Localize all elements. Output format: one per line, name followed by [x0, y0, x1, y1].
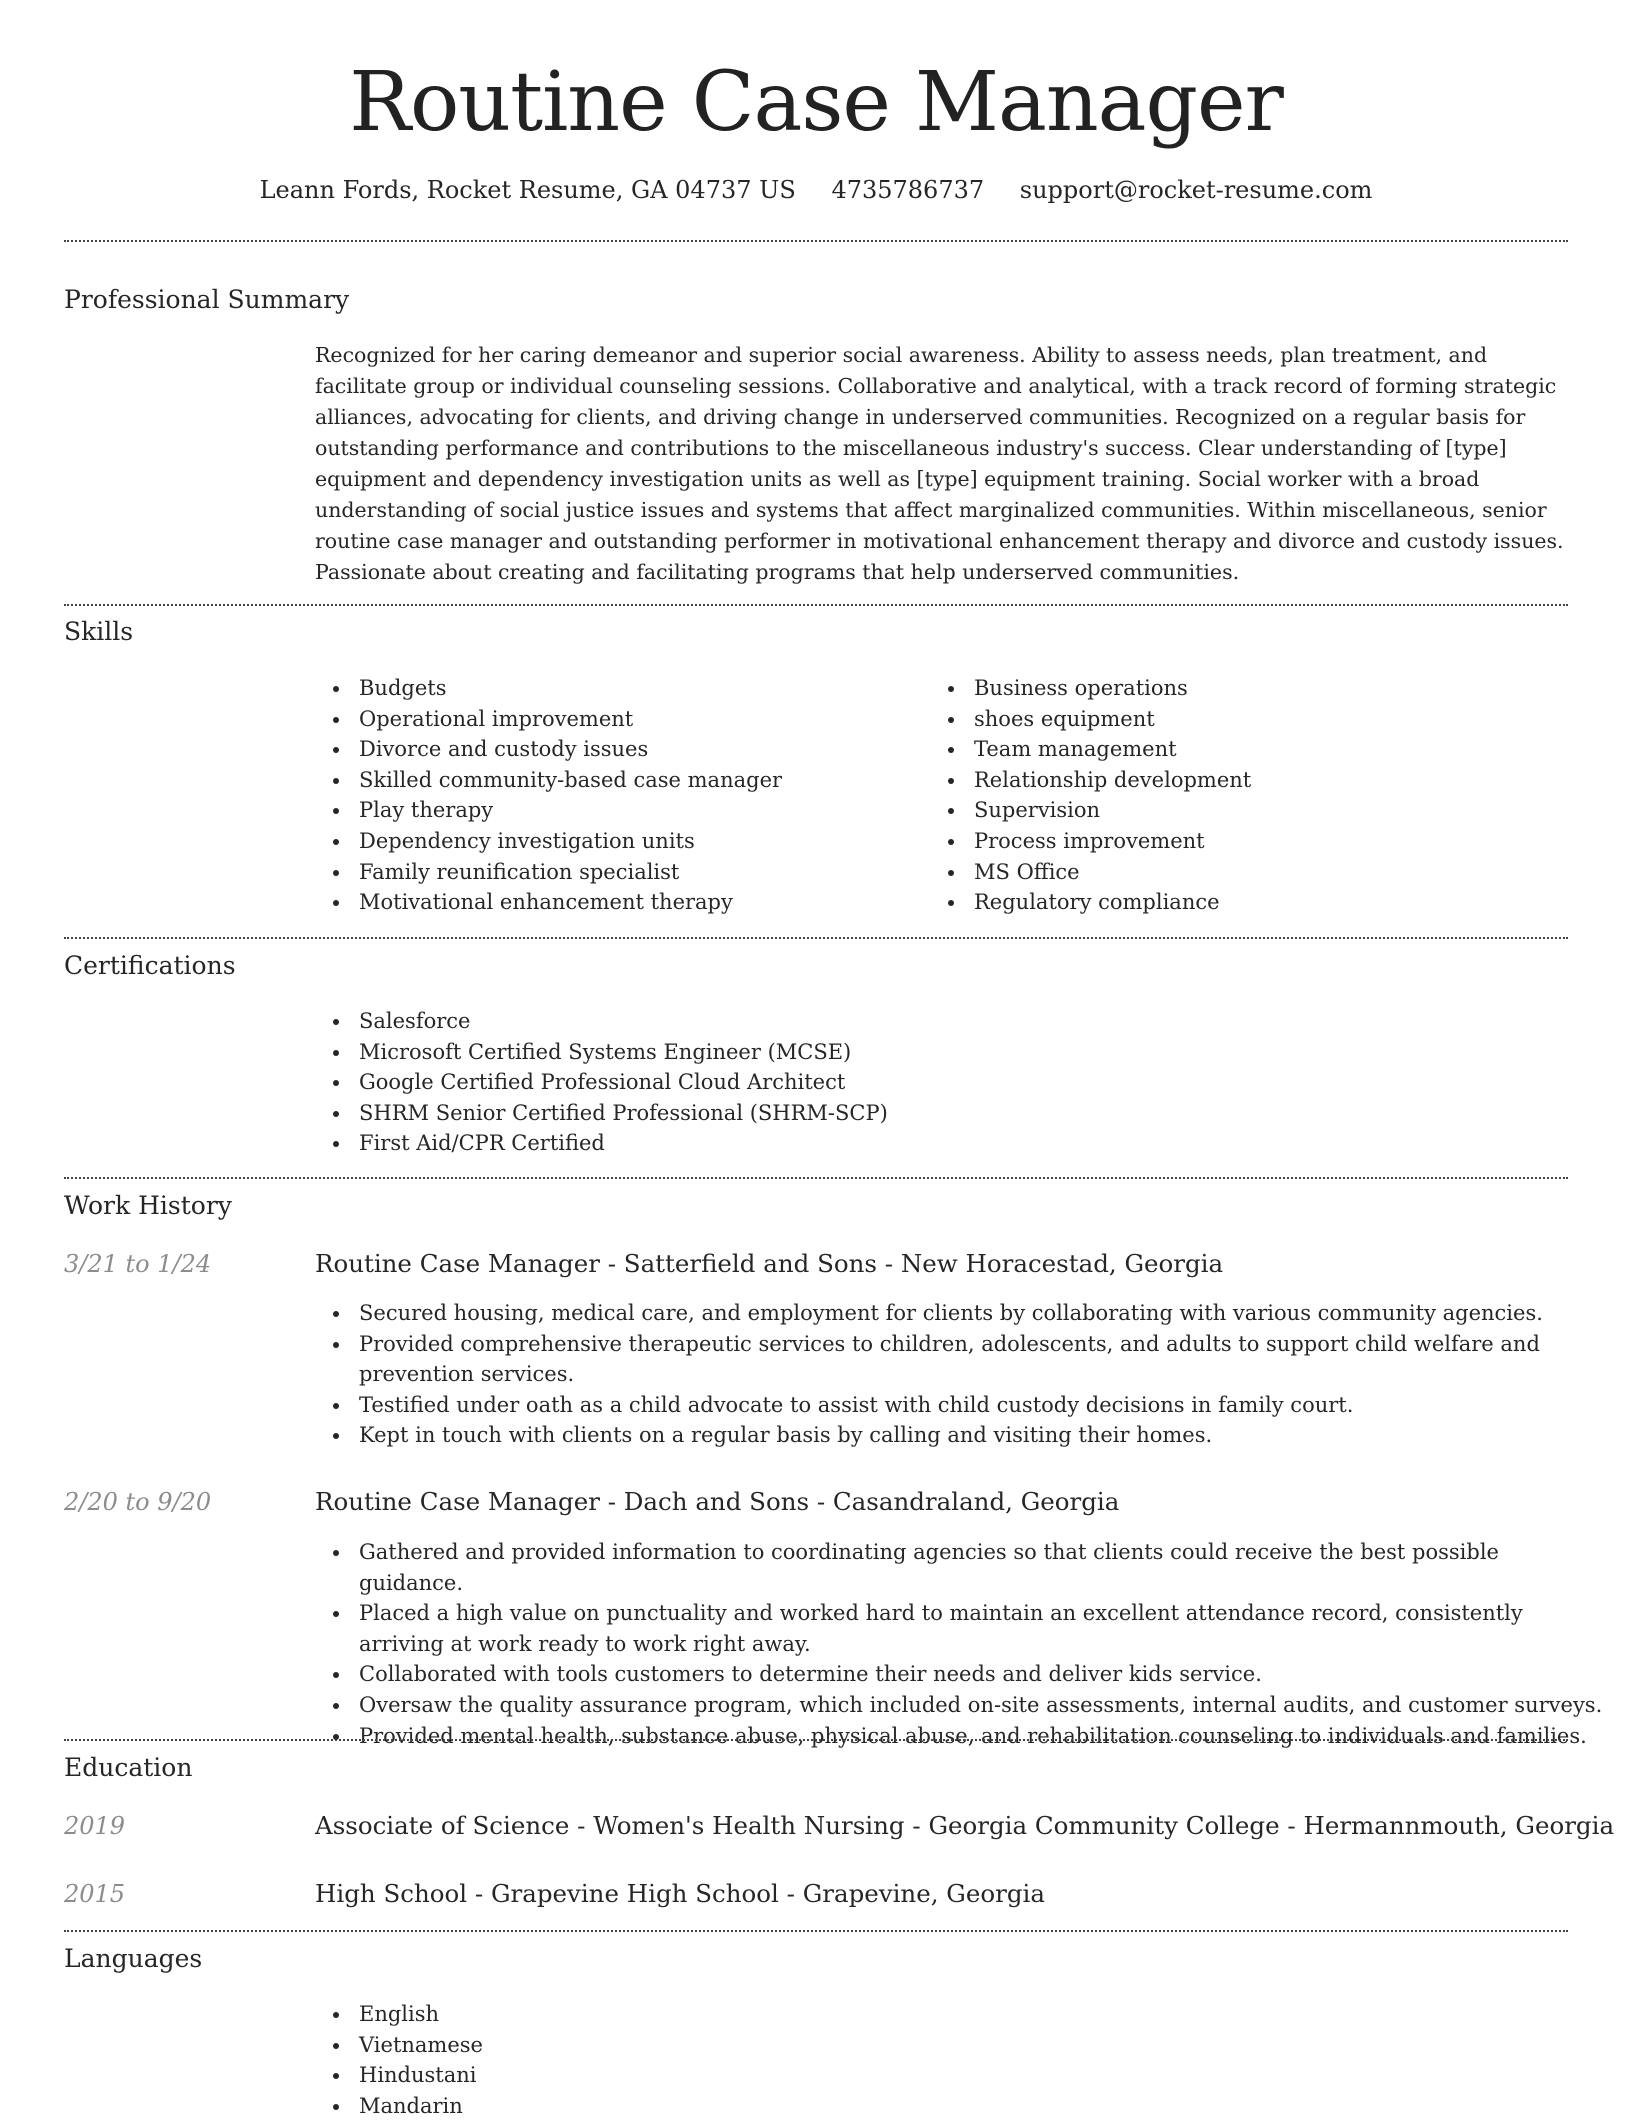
job-company: Dach and Sons	[623, 1487, 810, 1516]
skill-item: Budgets	[359, 673, 919, 704]
contact-email[interactable]: support@rocket-resume.com	[1019, 176, 1373, 204]
section-divider	[64, 1177, 1568, 1179]
job-dates: 2/20 to 9/20	[64, 1488, 212, 1516]
job-bullet: Secured housing, medical care, and employment for clients by collaborating with various community agencies.	[359, 1298, 1609, 1329]
job-bullet: Oversaw the quality assurance program, which included on-site assessments, internal audits, and customer surveys.	[359, 1690, 1609, 1721]
summary-text: Recognized for her caring demeanor and superior social awareness. Ability to assess needs, plan treatment, and facilitate group or individual counseling sessions. Collaborative and analytical, with a track record of forming strategic alliances, advocating for clients, and driving change in underserved communities. Recognized on a regular basis for outstanding performance and contributions to the miscellaneous industry's success. Clear understanding of [type] equipment and dependency investigation units as well as [type] equipment training. Social worker with a broad understanding of social justice issues and systems that affect marginalized communities. Within miscellaneous, senior routine case manager and outstanding performer in motivational enhancement therapy and divorce and custody issues. Passionate about creating and facilitating programs that help underserved communities.	[315, 343, 1564, 584]
language-item: Vietnamese	[359, 2030, 959, 2061]
certification-item: Google Certified Professional Cloud Architect	[359, 1067, 1559, 1098]
language-item: Mandarin	[359, 2091, 959, 2121]
education-heading: Education	[64, 1753, 193, 1782]
job-bullets	[315, 1298, 1609, 1451]
skill-item: Family reunification specialist	[359, 857, 919, 888]
education-field: Women's Health Nursing	[593, 1811, 905, 1840]
skill-item: Motivational enhancement therapy	[359, 887, 919, 918]
skill-item: Dependency investigation units	[359, 826, 919, 857]
education-separator: -	[904, 1811, 929, 1840]
job-bullet: Provided mental health, substance abuse, physical abuse, and rehabilitation counseling to individuals and families.	[359, 1721, 1609, 1752]
language-item: English	[359, 1999, 959, 2030]
job-company: Satterfield and Sons	[623, 1249, 877, 1278]
skills-list-left	[315, 673, 919, 918]
resume-name-title: Routine Case Manager	[349, 55, 1283, 150]
education-school: Grapevine High School	[490, 1879, 779, 1908]
skill-item: MS Office	[974, 857, 1534, 888]
skill-item: Relationship development	[974, 765, 1534, 796]
skills-heading: Skills	[64, 617, 134, 646]
skill-item: shoes equipment	[974, 704, 1534, 735]
certification-item: Salesforce	[359, 1006, 1559, 1037]
skills-list-right	[930, 673, 1534, 918]
section-divider	[64, 240, 1568, 242]
certifications-list	[315, 1006, 1559, 1159]
education-separator: -	[1279, 1811, 1304, 1840]
job-separator: -	[599, 1249, 624, 1278]
section-divider	[64, 937, 1568, 939]
skill-item: Play therapy	[359, 795, 919, 826]
languages-list	[315, 1999, 959, 2121]
contact-line	[0, 170, 1632, 210]
education-school: Georgia Community College	[928, 1811, 1280, 1840]
certifications-heading: Certifications	[64, 951, 236, 980]
skill-item: Regulatory compliance	[974, 887, 1534, 918]
job-bullet: Collaborated with tools customers to determine their needs and deliver kids service.	[359, 1659, 1609, 1690]
certification-item: SHRM Senior Certified Professional (SHRM-SCP)	[359, 1098, 1559, 1129]
job-dates: 3/21 to 1/24	[64, 1250, 212, 1278]
job-heading	[315, 1484, 1119, 1520]
skill-item: Supervision	[974, 795, 1534, 826]
job-bullets	[315, 1537, 1609, 1751]
job-bullet: Placed a high value on punctuality and worked hard to maintain an excellent attendance record, consistently arriving at work ready to work right away.	[359, 1598, 1609, 1659]
job-bullet: Provided comprehensive therapeutic services to children, adolescents, and adults to support child welfare and prevention services.	[359, 1329, 1609, 1390]
language-item: Hindustani	[359, 2060, 959, 2091]
certification-item: Microsoft Certified Systems Engineer (MCSE)	[359, 1037, 1559, 1068]
education-entry	[315, 1808, 1614, 1844]
education-separator: -	[569, 1811, 594, 1840]
education-separator: -	[778, 1879, 803, 1908]
skill-item: Business operations	[974, 673, 1534, 704]
job-heading	[315, 1246, 1223, 1282]
skill-item: Operational improvement	[359, 704, 919, 735]
education-year: 2019	[64, 1812, 126, 1840]
job-separator: -	[876, 1249, 901, 1278]
skill-item: Divorce and custody issues	[359, 734, 919, 765]
languages-heading: Languages	[64, 1944, 203, 1973]
section-divider	[64, 1739, 1568, 1741]
job-bullet: Gathered and provided information to coordinating agencies so that clients could receive the best possible guidance.	[359, 1537, 1609, 1598]
education-location: Grapevine, Georgia	[802, 1879, 1045, 1908]
job-separator: -	[599, 1487, 624, 1516]
education-entry	[315, 1876, 1045, 1912]
work-history-heading: Work History	[64, 1191, 232, 1220]
job-location: New Horacestad, Georgia	[900, 1249, 1224, 1278]
job-separator: -	[809, 1487, 833, 1516]
contact-address: Leann Fords, Rocket Resume, GA 04737 US	[259, 176, 796, 204]
job-location: Casandraland, Georgia	[832, 1487, 1120, 1516]
certification-item: First Aid/CPR Certified	[359, 1128, 1559, 1159]
education-degree: Associate of Science	[315, 1811, 570, 1840]
contact-phone[interactable]: 4735786737	[831, 176, 985, 204]
education-separator: -	[467, 1879, 491, 1908]
job-title: Routine Case Manager	[315, 1487, 600, 1516]
skill-item: Process improvement	[974, 826, 1534, 857]
section-divider	[64, 604, 1568, 606]
job-bullet: Kept in touch with clients on a regular basis by calling and visiting their homes.	[359, 1420, 1609, 1451]
skill-item: Skilled community-based case manager	[359, 765, 919, 796]
skill-item: Team management	[974, 734, 1534, 765]
job-bullet: Testified under oath as a child advocate to assist with child custody decisions in family court.	[359, 1390, 1609, 1421]
education-location: Hermannmouth, Georgia	[1303, 1811, 1615, 1840]
education-year: 2015	[64, 1880, 126, 1908]
education-degree: High School	[315, 1879, 468, 1908]
job-title: Routine Case Manager	[315, 1249, 600, 1278]
section-divider	[64, 1930, 1568, 1932]
summary-heading: Professional Summary	[64, 285, 350, 314]
